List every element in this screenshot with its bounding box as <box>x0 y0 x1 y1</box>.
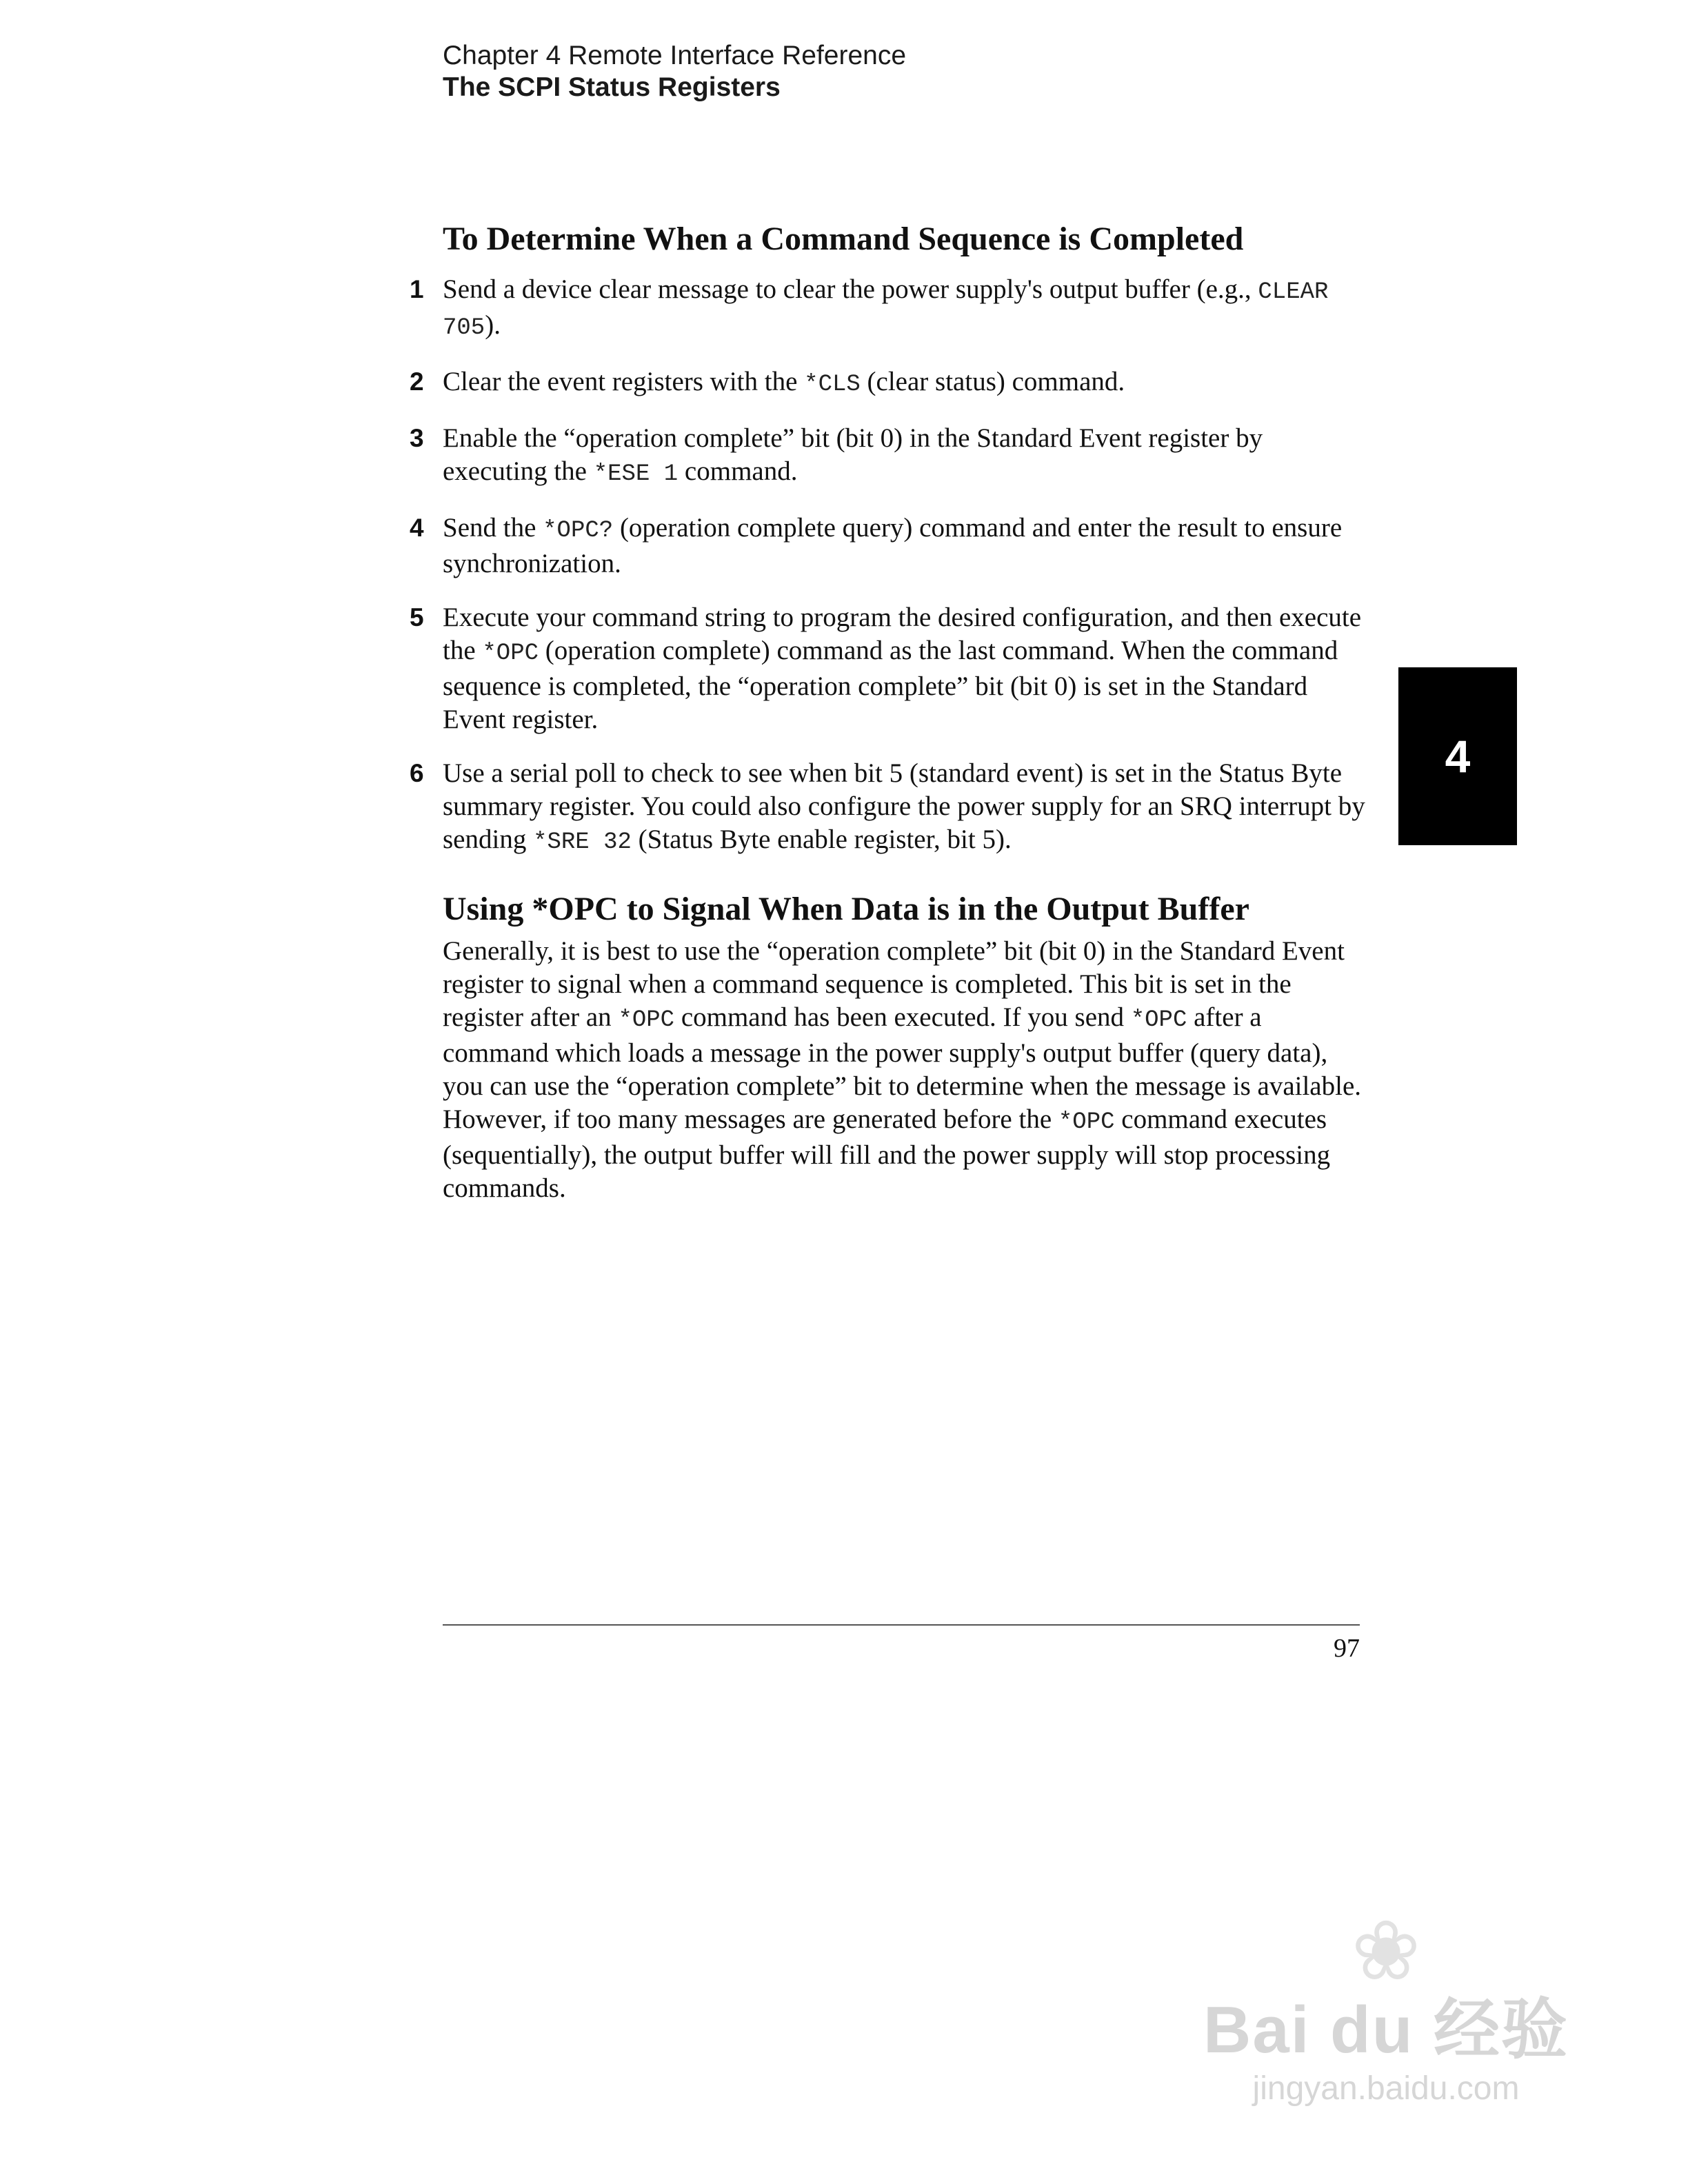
step-number: 1 <box>410 275 424 303</box>
step-text: ). <box>485 310 501 340</box>
command-code: *ESE 1 <box>593 461 679 487</box>
steps-list <box>410 273 1367 859</box>
body-paragraph <box>443 935 1367 1205</box>
step-text: Enable the “operation complete” bit (bit 0) in the Standard Event register by executing the <box>443 423 1263 486</box>
chapter-title: Chapter 4 Remote Interface Reference <box>443 41 907 70</box>
command-code: CLEAR 705 <box>443 279 1329 341</box>
running-header <box>443 40 906 103</box>
command-code: *OPC <box>1058 1109 1115 1135</box>
step-text: (operation complete query) command and enter the result to ensure synchronization. <box>443 513 1343 578</box>
step-text: (operation complete) command as the last command. When the command sequence is completed, the “operation complete” bit (bit 0) is set in the Standard Event register. <box>443 636 1338 734</box>
paragraph-text: command executes (sequentially), the output buffer will fill and the power supply will stop processing commands. <box>443 1104 1331 1203</box>
watermark-url: jingyan.baidu.com <box>1252 2070 1520 2107</box>
footer-divider <box>443 1624 1360 1626</box>
step-number: 2 <box>410 367 424 396</box>
command-code: *OPC <box>1130 1007 1187 1033</box>
list-item <box>410 422 1367 491</box>
step-text: (Status Byte enable register, bit 5). <box>631 825 1012 854</box>
step-text: Use a serial poll to check to see when bit 5 (standard event) is set in the Status Byte summary register. You could also configure the power supply for an SRQ interrupt by sending <box>443 758 1365 854</box>
step-text: Send a device clear message to clear the power supply's output buffer (e.g., <box>443 274 1258 304</box>
heading-opc-output-buffer: Using *OPC to Signal When Data is in the Output Buffer <box>443 891 1249 927</box>
list-item <box>410 273 1367 345</box>
heading-command-sequence: To Determine When a Command Sequence is Completed <box>443 221 1244 257</box>
step-number: 6 <box>410 759 424 787</box>
step-text: command. <box>678 456 798 486</box>
list-item <box>410 365 1367 401</box>
section-title: The SCPI Status Registers <box>443 72 781 102</box>
paragraph-text: command has been executed. If you send <box>674 1002 1131 1032</box>
paragraph-text: after a command which loads a message in the power supply's output buffer (query data), you can use the “operation complete” bit to determine when the message is available. However, if too many messages are generated before the <box>443 1002 1362 1134</box>
paw-icon: ❀ <box>1351 1905 1421 1997</box>
command-code: *OPC <box>618 1007 675 1033</box>
paragraph-text: Generally, it is best to use the “operation complete” bit (bit 0) in the Standard Event register to signal when a command sequence is completed. This bit is set in the register after an <box>443 936 1345 1032</box>
list-item <box>410 601 1367 736</box>
step-number: 5 <box>410 603 424 631</box>
command-code: *CLS <box>804 372 861 398</box>
command-code: *OPC? <box>543 518 614 544</box>
step-text: (clear status) command. <box>860 367 1125 396</box>
list-item <box>410 512 1367 580</box>
step-text: Clear the event registers with the <box>443 367 805 396</box>
list-item <box>410 757 1367 859</box>
step-text: Send the <box>443 513 543 543</box>
command-code: *OPC <box>482 640 539 667</box>
page-content <box>410 219 1367 1205</box>
command-code: *SRE 32 <box>533 829 632 856</box>
chapter-tab: 4 <box>1398 667 1517 845</box>
watermark-brand: Bai du 经验 <box>1203 1993 1569 2067</box>
step-text: Execute your command string to program the desired configuration, and then execute the <box>443 603 1362 665</box>
step-number: 3 <box>410 424 424 452</box>
page-number: 97 <box>1334 1634 1360 1663</box>
step-number: 4 <box>410 514 424 542</box>
watermark <box>1186 1905 1586 2144</box>
